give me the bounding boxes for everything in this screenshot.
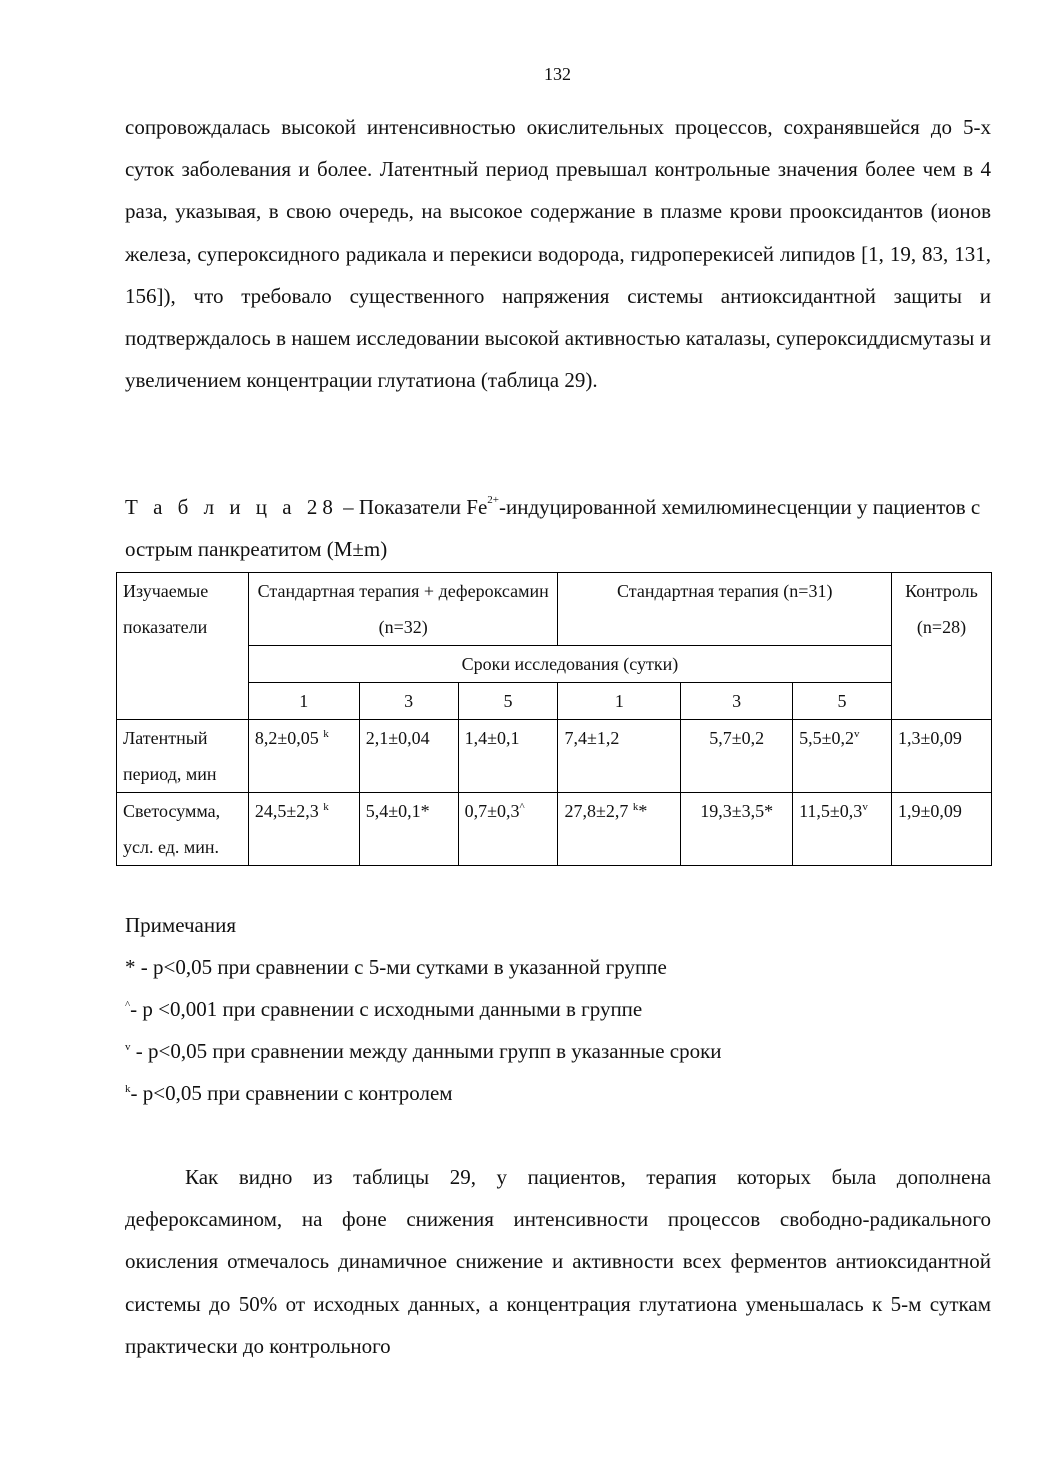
caption-text-part: -индуцированной хемилюминесценции у пациентов с острым панкреатитом (M±m) (125, 495, 981, 561)
note-text: - p<0,05 при сравнении между данными групп в указанные сроки (130, 1039, 722, 1063)
header-indicators: Изучаемые показатели (117, 573, 249, 720)
table-cell (248, 720, 359, 793)
body-paragraph: сопровождалась высокой интенсивностью окислительных процессов, сохранявшейся до 5-х суток заболевания и более. Латентный период превышал контрольные значения более чем в 4 раза, указывая, в свою очередь, на высокое содержание в плазме крови прооксидантов (ионов железа, супероксидного радикала и перекиси водорода, гидроперекисей липидов [1, 19, 83, 131, 156]), что требовало существенного напряжения системы антиоксидантной защиты и подтверждалось в нашем исследовании высокой активностью каталазы, супероксиддисмутазы и увеличением концентрации глутатиона (таблица 29). (125, 115, 991, 393)
header-group-standard: Стандартная терапия (n=31) (558, 573, 892, 646)
note-text: - p <0,001 при сравнении с исходными данными в группе (130, 997, 643, 1021)
table-cell (558, 793, 681, 866)
table-header-row (117, 646, 992, 683)
page-number: 132 (544, 64, 571, 84)
control-cell: 1,9±0,09 (892, 793, 992, 866)
caption-text-part: – Показатели Fe (337, 495, 488, 519)
table-header-row (117, 573, 992, 646)
header-day: 5 (793, 683, 892, 720)
cell-value: 1,4±0,1 (464, 728, 520, 748)
cell-value: 7,4±1,2 (564, 728, 620, 748)
note-item (125, 946, 991, 988)
table-label: Т а б л и ц а 28 (125, 495, 338, 519)
table-cell (793, 793, 892, 866)
cell-suffix: * (638, 801, 648, 821)
cell-value: 8,2±0,05 (254, 728, 319, 748)
note-mark: k (125, 1083, 131, 1095)
significance-mark: ^ (519, 801, 525, 813)
cell-value: 5,5±0,2 (799, 728, 854, 748)
iron-charge-superscript: 2+ (487, 494, 500, 506)
header-group-deferoxamine: Стандартная терапия + дефероксамин (n=32) (248, 573, 558, 646)
note-item (125, 988, 991, 1030)
significance-mark: v (853, 728, 860, 740)
header-day: 5 (458, 683, 558, 720)
table-cell (681, 793, 793, 866)
table-row (117, 793, 992, 866)
table-cell (558, 720, 681, 793)
note-mark: ^ (125, 999, 131, 1011)
table-caption (125, 486, 991, 570)
table-notes (125, 904, 991, 1114)
header-day: 1 (248, 683, 359, 720)
cell-value: 5,7±0,2 (709, 728, 765, 748)
cell-value: 27,8±2,7 (564, 801, 629, 821)
cell-value: 0,7±0,3 (464, 801, 520, 821)
note-mark: v (125, 1041, 131, 1053)
cell-value: 5,4±0,1* (365, 801, 430, 821)
control-cell: 1,3±0,09 (892, 720, 992, 793)
row-label: Светосумма, усл. ед. мин. (117, 793, 249, 866)
cell-value: 19,3±3,5* (700, 801, 774, 821)
note-text: * - p<0,05 при сравнении с 5-ми сутками в указанной группе (125, 955, 667, 979)
cell-value: 11,5±0,3 (799, 801, 863, 821)
significance-mark: k (632, 801, 639, 813)
body-paragraph: Как видно из таблицы 29, у пациентов, терапия которых была дополнена дефероксамином, на фоне снижения интенсивности процессов свободно-радикального окисления отмечалось динамичное снижение и активности всех ферментов антиоксидантной системы до 50% от исходных данных, а концентрация глутатиона уменьшалась к 5-м суткам практически до контрольного (125, 1165, 991, 1358)
table-cell (359, 720, 458, 793)
significance-mark: k (323, 728, 329, 740)
header-day: 3 (681, 683, 793, 720)
note-text: - p<0,05 при сравнении с контролем (130, 1081, 453, 1105)
table-cell (681, 720, 793, 793)
note-item (125, 1072, 991, 1114)
table-cell (793, 720, 892, 793)
note-item (125, 1030, 991, 1072)
header-day: 3 (359, 683, 458, 720)
notes-title: Примечания (125, 913, 237, 937)
table-row (117, 720, 992, 793)
table-cell (359, 793, 458, 866)
table-cell (248, 793, 359, 866)
table-cell (458, 793, 558, 866)
chemiluminescence-table (116, 572, 992, 866)
significance-mark: k (323, 801, 329, 813)
significance-mark: v (862, 801, 868, 813)
header-control: Контроль (n=28) (892, 573, 992, 720)
header-study-terms: Сроки исследования (сутки) (248, 646, 891, 683)
row-label: Латентный период, мин (117, 720, 249, 793)
header-day: 1 (558, 683, 681, 720)
table-cell (458, 720, 558, 793)
cell-value: 24,5±2,3 (254, 801, 319, 821)
cell-value: 2,1±0,04 (365, 728, 430, 748)
table-header-row (117, 683, 992, 720)
